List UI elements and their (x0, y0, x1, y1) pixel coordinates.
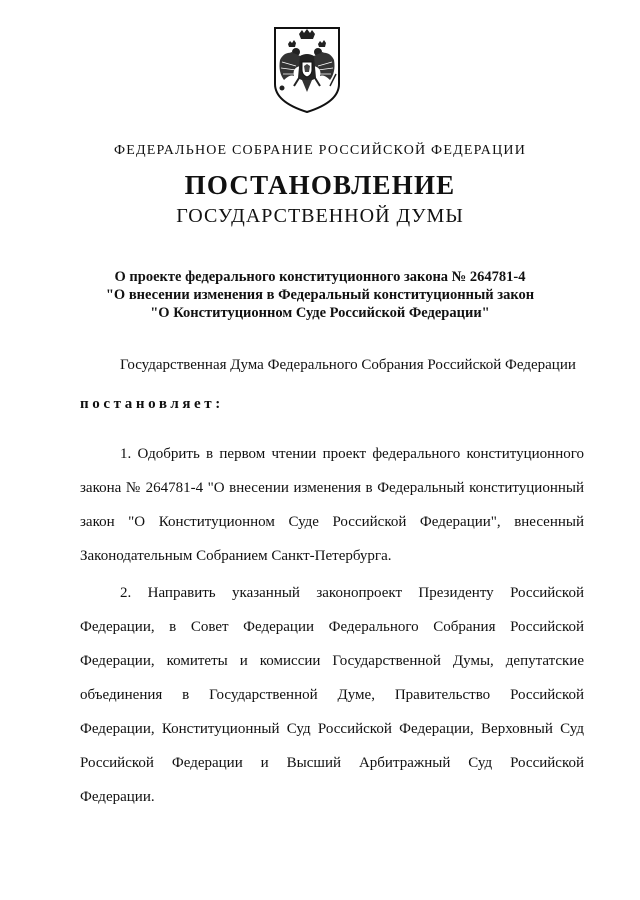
paragraph-line: Федерации, в Совет Федерации Федерального Собрания Российской (80, 619, 584, 635)
paragraph-line: закон "О Конституционном Суде Российской Федерации", внесенный (80, 514, 584, 530)
document-title: ПОСТАНОВЛЕНИЕ (184, 170, 456, 200)
subject-line: О проекте федерального конституционного закона № 264781-4 (114, 269, 526, 285)
document-subtitle: ГОСУДАРСТВЕННОЙ ДУМЫ (176, 205, 464, 227)
preamble-text: Государственная Дума Федерального Собрания Российской Федерации (120, 357, 576, 373)
decree-word: постановляет: (80, 396, 224, 412)
paragraph-line: закона № 264781-4 "О внесении изменения в Федеральный конституционный (80, 480, 584, 496)
paragraph-line: Федерации. (80, 789, 155, 805)
document-subject (0, 268, 640, 322)
subject-line: "О Конституционном Суде Российской Федерации" (150, 305, 490, 321)
paragraph-line: 1. Одобрить в первом чтении проект федерального конституционного (120, 446, 584, 462)
subject-line: "О внесении изменения в Федеральный конституционный закон (105, 287, 535, 303)
paragraph-1 (80, 437, 584, 573)
paragraph-line: объединения в Государственной Думе, Правительство Российской (80, 687, 584, 703)
paragraph-line: Федерации, комитеты и комиссии Государственной Думы, депутатские (80, 653, 584, 669)
paragraph-line: 2. Направить указанный законопроект Президенту Российской (120, 585, 584, 601)
paragraph-line: Российской Федерации и Высший Арбитражный Суд Российской (80, 755, 584, 771)
coat-of-arms-icon (272, 26, 342, 114)
assembly-heading: ФЕДЕРАЛЬНОЕ СОБРАНИЕ РОССИЙСКОЙ ФЕДЕРАЦИИ (113, 143, 527, 158)
paragraph-line: Законодательным Собранием Санкт-Петербурга. (80, 548, 392, 564)
paragraph-line: Федерации, Конституционный Суд Российской Федерации, Верховный Суд (80, 721, 584, 737)
paragraph-2 (80, 576, 584, 814)
